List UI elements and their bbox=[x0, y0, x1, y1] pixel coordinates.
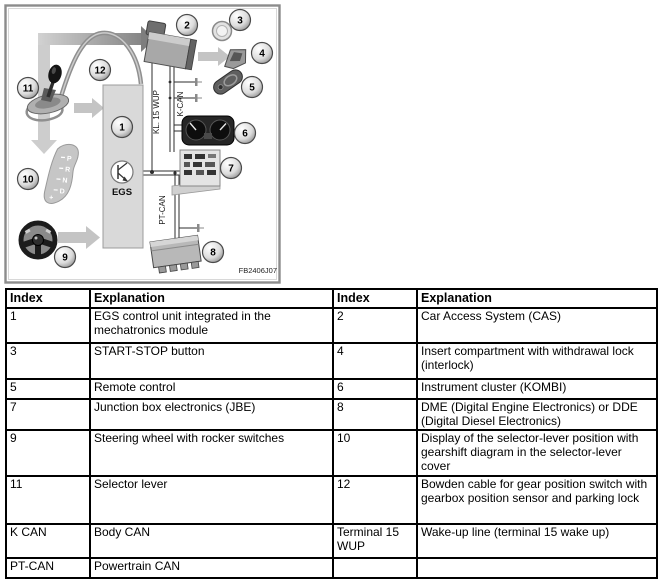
legend bbox=[5, 288, 658, 579]
index-cell: 7 bbox=[6, 399, 90, 430]
explanation-cell: Bowden cable for gear position switch with gearbox position sensor and parking lock bbox=[417, 476, 657, 524]
table-row bbox=[6, 558, 657, 578]
explanation-cell: Car Access System (CAS) bbox=[417, 308, 657, 343]
explanation-cell: Display of the selector-lever position with gearshift diagram in the selector-lever cover bbox=[417, 430, 657, 476]
table-row bbox=[6, 343, 657, 379]
table-row bbox=[6, 476, 657, 524]
index-cell: 12 bbox=[333, 476, 417, 524]
index-cell: 3 bbox=[6, 343, 90, 379]
svg-text:5: 5 bbox=[249, 82, 255, 94]
svg-text:2: 2 bbox=[184, 20, 190, 32]
svg-text:7: 7 bbox=[228, 163, 234, 175]
index-cell: Terminal 15 WUP bbox=[333, 524, 417, 558]
callout-7 bbox=[221, 158, 242, 179]
header-index-1: Index bbox=[6, 289, 90, 308]
callout-12 bbox=[90, 60, 111, 81]
index-cell: 9 bbox=[6, 430, 90, 476]
header-explanation-2: Explanation bbox=[417, 289, 657, 308]
index-cell: 5 bbox=[6, 379, 90, 399]
index-cell: 8 bbox=[333, 399, 417, 430]
callout-3 bbox=[230, 10, 251, 31]
explanation-cell: Junction box electronics (JBE) bbox=[90, 399, 333, 430]
egs-label: EGS bbox=[111, 187, 133, 198]
pt-can-label: PT-CAN bbox=[158, 195, 167, 225]
callout-6 bbox=[235, 123, 256, 144]
callout-4 bbox=[252, 43, 273, 64]
svg-text:1: 1 bbox=[119, 122, 125, 134]
instrument-cluster-graphic bbox=[182, 116, 234, 145]
kl15-wup-label: KL. 15 WUP bbox=[152, 89, 161, 135]
explanation-cell: Selector lever bbox=[90, 476, 333, 524]
header-explanation-1: Explanation bbox=[90, 289, 333, 308]
index-cell: 1 bbox=[6, 308, 90, 343]
callout-2 bbox=[177, 15, 198, 36]
legend-table bbox=[5, 288, 658, 579]
callout-5 bbox=[242, 77, 263, 98]
svg-text:6: 6 bbox=[242, 128, 248, 140]
index-cell: 4 bbox=[333, 343, 417, 379]
explanation-cell: START-STOP button bbox=[90, 343, 333, 379]
svg-text:12: 12 bbox=[94, 65, 106, 77]
callout-10 bbox=[18, 169, 39, 190]
explanation-cell: Remote control bbox=[90, 379, 333, 399]
explanation-cell: DME (Digital Engine Electronics) or DDE (Digital Diesel Electronics) bbox=[417, 399, 657, 430]
table-row bbox=[6, 430, 657, 476]
table-row bbox=[6, 399, 657, 430]
gear-letter-r: R bbox=[64, 166, 71, 174]
index-cell: K CAN bbox=[6, 524, 90, 558]
table-row bbox=[6, 379, 657, 399]
explanation-cell: Body CAN bbox=[90, 524, 333, 558]
index-cell bbox=[333, 558, 417, 578]
svg-text:9: 9 bbox=[62, 252, 68, 264]
gear-letter-p: P bbox=[66, 155, 72, 163]
callout-11 bbox=[18, 78, 39, 99]
system-diagram bbox=[4, 4, 281, 284]
egs-control-unit bbox=[103, 85, 143, 248]
explanation-cell: Powertrain CAN bbox=[90, 558, 333, 578]
svg-text:10: 10 bbox=[22, 174, 34, 186]
index-cell: 6 bbox=[333, 379, 417, 399]
control-unit-symbol-icon bbox=[111, 161, 133, 183]
index-cell: 2 bbox=[333, 308, 417, 343]
table-row bbox=[6, 308, 657, 343]
index-cell: PT-CAN bbox=[6, 558, 90, 578]
gear-letter-d: D bbox=[59, 188, 65, 196]
explanation-cell: Steering wheel with rocker switches bbox=[90, 430, 333, 476]
start-stop-button-graphic bbox=[213, 22, 232, 41]
svg-text:11: 11 bbox=[22, 83, 34, 95]
figure-code: FB2406J07 bbox=[238, 266, 277, 275]
gear-letter-n: N bbox=[62, 177, 68, 185]
explanation-cell: Wake-up line (terminal 15 wake up) bbox=[417, 524, 657, 558]
explanation-cell: Insert compartment with withdrawal lock (interlock) bbox=[417, 343, 657, 379]
svg-text:4: 4 bbox=[259, 48, 265, 60]
steering-wheel-graphic bbox=[21, 223, 55, 257]
header-index-2: Index bbox=[333, 289, 417, 308]
callout-1 bbox=[112, 117, 133, 138]
legend-header-row bbox=[6, 289, 657, 308]
index-cell: 10 bbox=[333, 430, 417, 476]
explanation-cell: EGS control unit integrated in the mechatronics module bbox=[90, 308, 333, 343]
callout-9 bbox=[55, 247, 76, 268]
explanation-cell: Instrument cluster (KOMBI) bbox=[417, 379, 657, 399]
svg-text:8: 8 bbox=[210, 247, 216, 259]
callout-8 bbox=[203, 242, 224, 263]
svg-text:3: 3 bbox=[237, 15, 243, 27]
index-cell: 11 bbox=[6, 476, 90, 524]
gear-plus-sign: + bbox=[48, 194, 54, 202]
table-row bbox=[6, 524, 657, 558]
k-can-label: K-CAN bbox=[176, 91, 185, 117]
egs-system-figure bbox=[4, 4, 281, 284]
explanation-cell bbox=[417, 558, 657, 578]
